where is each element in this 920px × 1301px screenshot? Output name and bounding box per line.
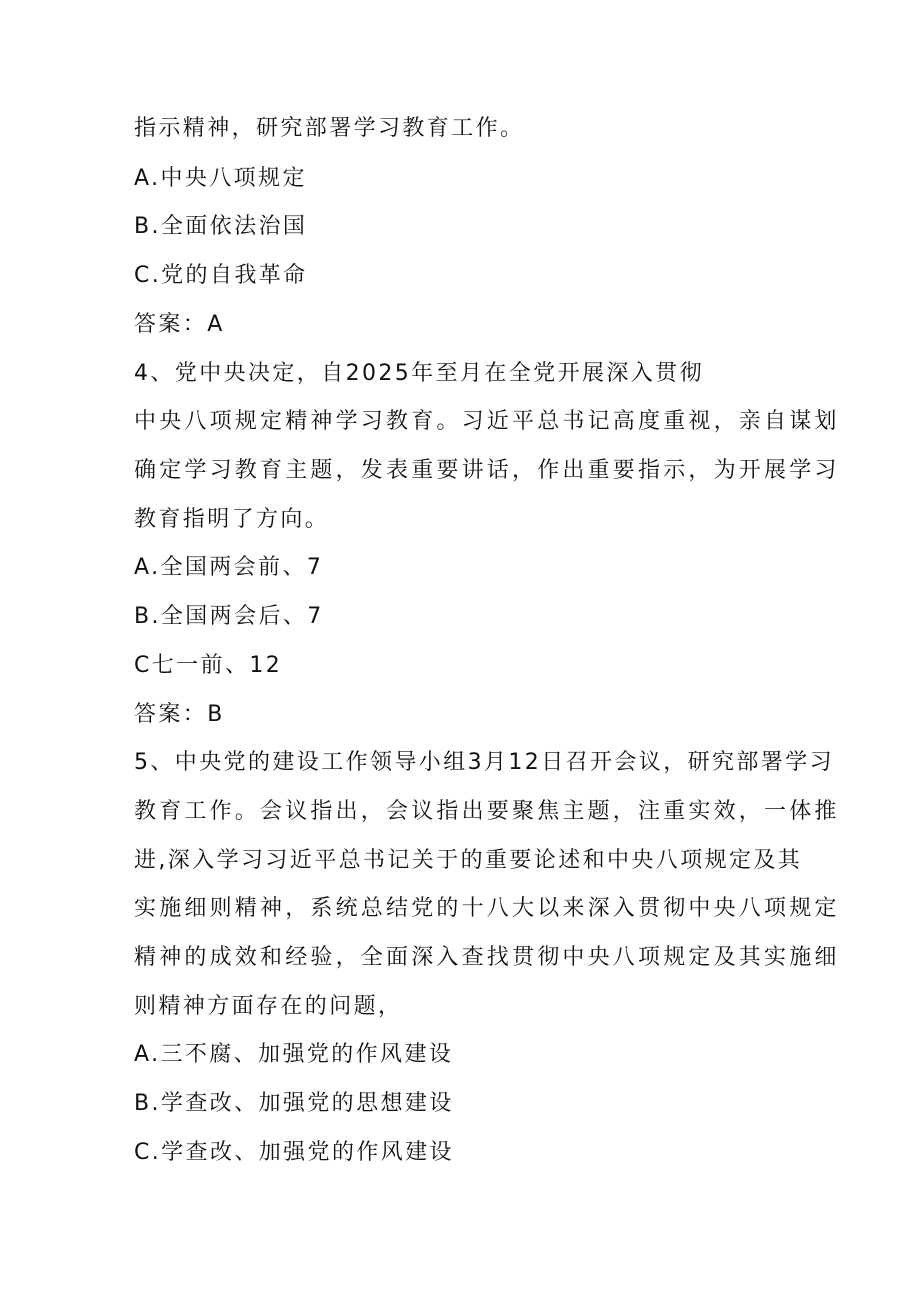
question-4-option-b: B.全国两会后、7 — [134, 604, 324, 629]
question-4-answer: 答案：B — [134, 702, 225, 727]
question-3-stem-continuation: 指示精神，研究部署学习教育工作。 — [134, 116, 525, 141]
question-5-stem-line-5: 精神的成效和经验，全面深入查找贯彻中央八项规定及其实施细 — [134, 945, 840, 970]
question-3-option-c: C.党的自我革命 — [134, 263, 308, 288]
question-4-option-c: C七一前、12 — [134, 653, 283, 678]
question-5-stem-line-6: 则精神方面存在的问题， — [134, 994, 403, 1019]
question-3-option-b: B.全面依法治国 — [134, 214, 308, 239]
question-5-option-b: B.学查改、加强党的思想建设 — [134, 1091, 454, 1116]
question-5-option-c: C.学查改、加强党的作风建设 — [134, 1140, 454, 1165]
question-4-stem-line-2: 中央八项规定精神学习教育。习近平总书记高度重视，亲自谋划 — [134, 409, 840, 434]
question-4-stem-line-3: 确定学习教育主题，发表重要讲话，作出重要指示，为开展学习 — [134, 458, 840, 483]
question-3-option-a: A.中央八项规定 — [134, 166, 307, 191]
question-4-stem-line-1: 4、党中央决定，自2025年至月在全党开展深入贯彻 — [134, 361, 704, 386]
question-4-option-a: A.全国两会前、7 — [134, 555, 324, 580]
question-5-stem-line-3: 进,深入学习习近平总书记关于的重要论述和中央八项规定及其 — [134, 848, 803, 873]
question-5-stem-line-1: 5、中央党的建设工作领导小组3月12日召开会议，研究部署学习 — [134, 750, 834, 775]
question-5-stem-line-4: 实施细则精神，系统总结党的十八大以来深入贯彻中央八项规定 — [134, 896, 840, 921]
question-3-answer: 答案：A — [134, 312, 225, 337]
question-5-option-a: A.三不腐、加强党的作风建设 — [134, 1042, 454, 1067]
question-4-stem-line-4: 教育指明了方向。 — [134, 507, 330, 532]
question-5-stem-line-2: 教育工作。会议指出，会议指出要聚焦主题，注重实效，一体推 — [134, 799, 840, 824]
